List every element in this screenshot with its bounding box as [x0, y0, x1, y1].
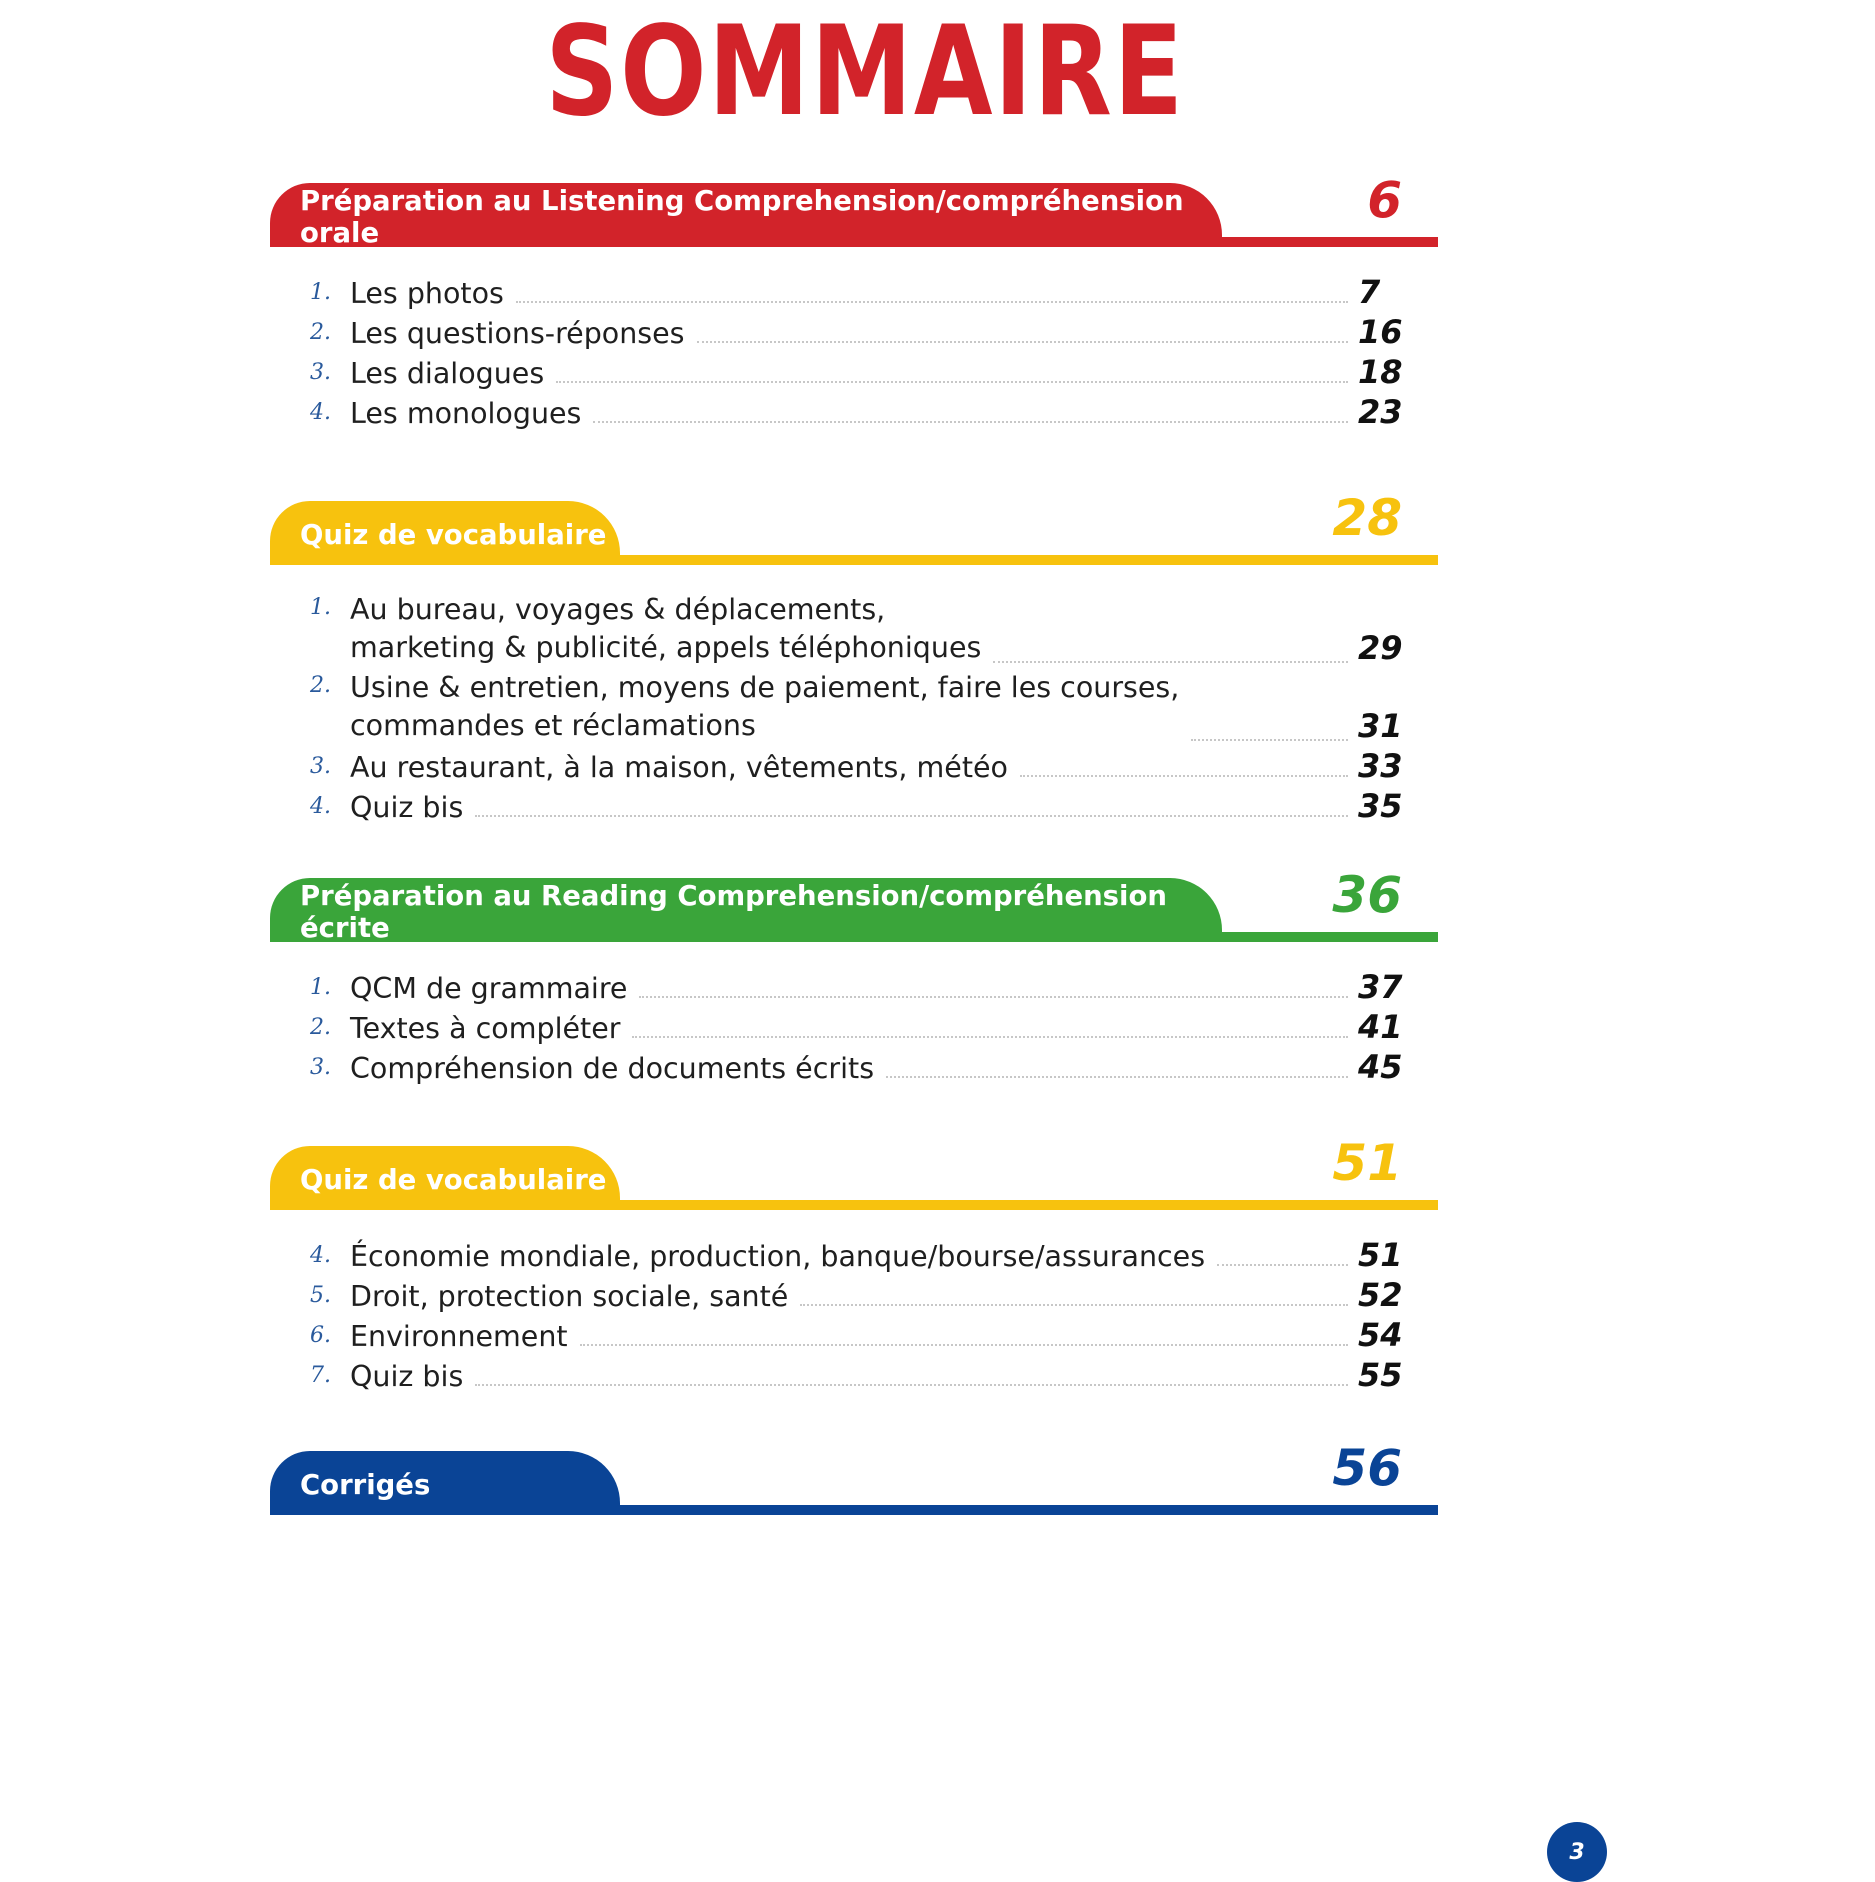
entry-page-number: 33: [1358, 747, 1403, 785]
entry-title: Quiz bis: [350, 791, 464, 824]
section-header: [270, 1134, 1438, 1210]
entry-title: Économie mondiale, production, banque/bourse/assurances: [350, 1240, 1206, 1273]
dot-leader: [1217, 1263, 1348, 1266]
entry-title: Les questions-réponses: [350, 317, 685, 350]
entry-title: Au bureau, voyages & déplacements, marketing & publicité, appels téléphoniques: [350, 593, 982, 664]
section-page-number: 6: [1367, 171, 1402, 229]
toc-entry[interactable]: [270, 787, 1408, 827]
toc-entry[interactable]: [270, 1356, 1408, 1396]
dot-leader: [1191, 738, 1348, 741]
entry-title: Compréhension de documents écrits: [350, 1052, 875, 1085]
section-items: [270, 591, 1438, 827]
entry-number: 4.: [310, 1243, 331, 1268]
section-items: [270, 273, 1438, 433]
toc-entry[interactable]: [270, 1236, 1408, 1276]
section-header: [270, 1439, 1438, 1515]
entry-number: 2.: [310, 1015, 331, 1040]
dot-leader: [1020, 774, 1348, 777]
section-title[interactable]: Quiz de vocabulaire: [270, 501, 620, 565]
toc-entry[interactable]: [270, 968, 1408, 1008]
section-items: [270, 1236, 1438, 1396]
section-answers: [270, 1439, 1438, 1515]
entry-number: 2.: [310, 673, 331, 698]
dot-leader: [886, 1075, 1348, 1078]
entry-number: 4.: [310, 400, 331, 425]
section-vocabulary-quiz-1: [270, 489, 1438, 827]
entry-page-number: 7: [1358, 273, 1381, 311]
section-header: [270, 489, 1438, 565]
entry-number: 1.: [310, 975, 331, 1000]
toc-entry[interactable]: [270, 313, 1408, 353]
section-header: [270, 866, 1438, 944]
entry-number: 1.: [310, 595, 331, 620]
entry-page-number: 45: [1358, 1048, 1403, 1086]
entry-number: 1.: [310, 280, 331, 305]
dot-leader: [593, 420, 1348, 423]
entry-title: Les monologues: [350, 397, 582, 430]
dot-leader: [475, 1383, 1348, 1386]
entry-title: QCM de grammaire: [350, 972, 628, 1005]
toc-entry[interactable]: [270, 1048, 1408, 1088]
toc-entry[interactable]: [270, 591, 1408, 669]
entry-page-number: 31: [1358, 707, 1403, 745]
entry-page-number: 51: [1358, 1236, 1403, 1274]
entry-title: Usine & entretien, moyens de paiement, faire les courses, commandes et réclamations: [350, 671, 1180, 742]
dot-leader: [993, 660, 1348, 663]
entry-number: 2.: [310, 320, 331, 345]
entry-page-number: 55: [1358, 1356, 1403, 1394]
section-header: [270, 171, 1438, 249]
toc-entry[interactable]: [270, 1276, 1408, 1316]
entry-page-number: 54: [1358, 1316, 1403, 1354]
entry-number: 3.: [310, 1055, 331, 1080]
entry-title: Environnement: [350, 1320, 568, 1353]
dot-leader: [697, 340, 1348, 343]
entry-page-number: 37: [1358, 968, 1403, 1006]
section-items: [270, 968, 1438, 1088]
toc-entry[interactable]: [270, 273, 1408, 313]
dot-leader: [580, 1343, 1348, 1346]
entry-number: 4.: [310, 794, 331, 819]
entry-number: 7.: [310, 1363, 331, 1388]
toc-entry[interactable]: [270, 1316, 1408, 1356]
entry-title: Les dialogues: [350, 357, 545, 390]
toc-entry[interactable]: [270, 747, 1408, 787]
entry-title: Textes à compléter: [350, 1012, 621, 1045]
entry-page-number: 18: [1358, 353, 1403, 391]
section-page-number: 51: [1332, 1134, 1402, 1192]
dot-leader: [632, 1035, 1348, 1038]
dot-leader: [516, 300, 1348, 303]
section-page-number: 28: [1332, 489, 1402, 547]
section-page-number: 56: [1332, 1439, 1402, 1497]
section-listening: [270, 171, 1438, 433]
entry-title: Au restaurant, à la maison, vêtements, météo: [350, 751, 1008, 784]
page-number-badge: 3: [1547, 1822, 1607, 1882]
entry-page-number: 35: [1358, 787, 1403, 825]
section-title[interactable]: Préparation au Reading Comprehension/compréhension écrite: [270, 878, 1222, 942]
toc-entry[interactable]: [270, 669, 1408, 747]
page-title: SOMMAIRE: [545, 0, 1185, 144]
dot-leader: [639, 995, 1348, 998]
toc-entry[interactable]: [270, 1008, 1408, 1048]
section-reading: [270, 866, 1438, 1088]
toc-entry[interactable]: [270, 393, 1408, 433]
entry-page-number: 16: [1358, 313, 1403, 351]
dot-leader: [475, 814, 1348, 817]
section-title[interactable]: Préparation au Listening Comprehension/compréhension orale: [270, 183, 1222, 247]
entry-title: Les photos: [350, 277, 504, 310]
toc-entry[interactable]: [270, 353, 1408, 393]
section-title[interactable]: Corrigés: [270, 1451, 620, 1515]
entry-number: 5.: [310, 1283, 331, 1308]
section-page-number: 36: [1332, 866, 1402, 924]
dot-leader: [800, 1303, 1348, 1306]
dot-leader: [556, 380, 1348, 383]
entry-title: Droit, protection sociale, santé: [350, 1280, 789, 1313]
section-title[interactable]: Quiz de vocabulaire: [270, 1146, 620, 1210]
entry-number: 3.: [310, 754, 331, 779]
section-vocabulary-quiz-2: [270, 1134, 1438, 1396]
entry-page-number: 29: [1358, 629, 1403, 667]
entry-number: 6.: [310, 1323, 331, 1348]
entry-number: 3.: [310, 360, 331, 385]
entry-title: Quiz bis: [350, 1360, 464, 1393]
entry-page-number: 52: [1358, 1276, 1403, 1314]
entry-page-number: 23: [1358, 393, 1403, 431]
entry-page-number: 41: [1358, 1008, 1403, 1046]
